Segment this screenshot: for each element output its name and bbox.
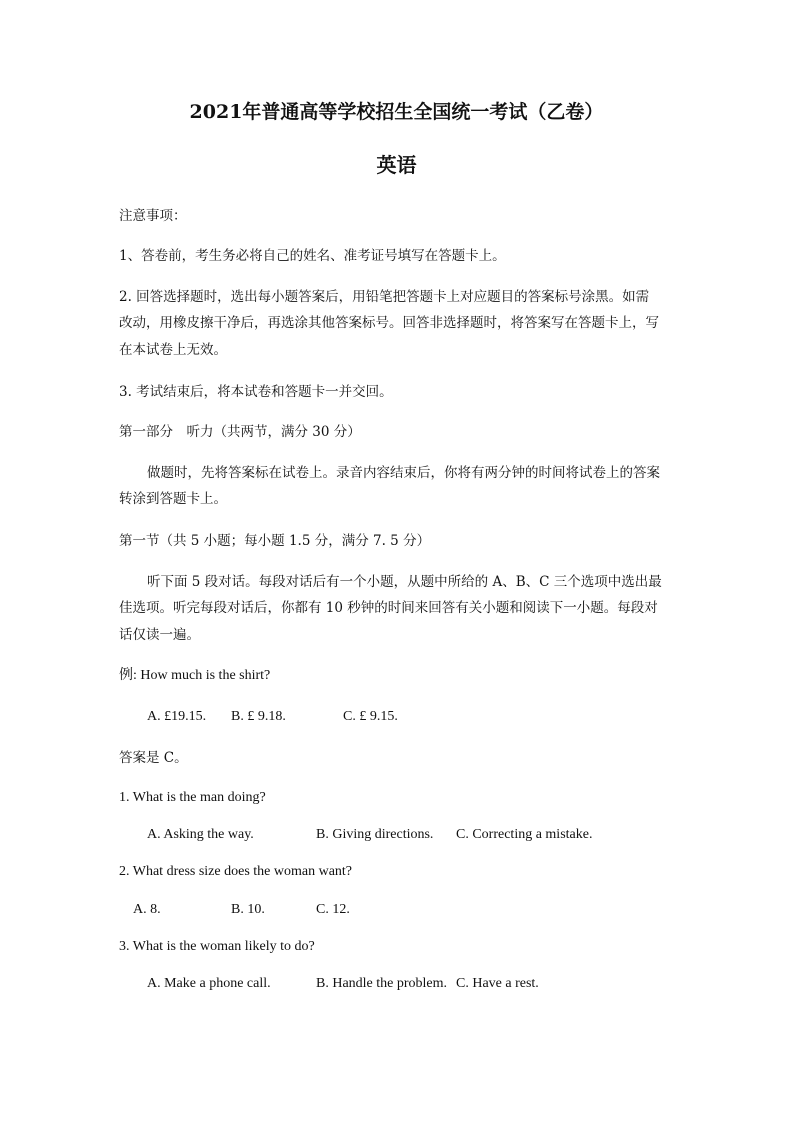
question-3-option-b: B. Handle the problem. <box>316 976 448 991</box>
example-question: 例: How much is the shirt? <box>119 668 271 683</box>
example-option-b: B. £ 9.18. <box>231 709 286 724</box>
notice-item-1: 1、答卷前，考生务必将自己的姓名、准考证号填写在答题卡上。 <box>119 248 506 264</box>
question-2-option-b: B. 10. <box>231 902 265 917</box>
section1-intro-line-1: 听下面 5 段对话。每段对话后有一个小题，从题中所给的 A、B、C 三个选项中选出最 <box>147 574 662 590</box>
exam-title: 2021年普通高等学校招生全国统一考试（乙卷） <box>189 101 604 123</box>
notice-item-2-line-1: 2. 回答选择题时，选出每小题答案后，用铅笔把答题卡上对应题目的答案标号涂黑。如需 <box>119 289 650 305</box>
question-1: 1. What is the man doing? <box>119 790 266 805</box>
subject-title: 英语 <box>376 153 417 177</box>
question-3-option-a: A. Make a phone call. <box>147 976 271 991</box>
section1-intro-line-2: 佳选项。听完每段对话后，你都有 10 秒钟的时间来回答有关小题和阅读下一小题。每段对 <box>119 600 658 616</box>
question-3-option-c: C. Have a rest. <box>456 976 539 991</box>
question-1-option-a: A. Asking the way. <box>147 827 254 842</box>
question-3: 3. What is the woman likely to do? <box>119 939 315 954</box>
notice-item-3: 3. 考试结束后，将本试卷和答题卡一并交回。 <box>119 384 393 400</box>
part1-heading: 第一部分 听力（共两节，满分 30 分） <box>119 424 361 440</box>
example-option-a: A. £19.15. <box>147 709 207 724</box>
notice-heading: 注意事项： <box>119 208 187 224</box>
question-2-option-c: C. 12. <box>316 902 350 917</box>
notice-item-2-line-2: 改动，用橡皮擦干净后，再选涂其他答案标号。回答非选择题时，将答案写在答题卡上，写 <box>119 315 659 331</box>
example-option-c: C. £ 9.15. <box>343 709 398 724</box>
part1-intro-line-2: 转涂到答题卡上。 <box>119 491 227 507</box>
question-1-option-c: C. Correcting a mistake. <box>456 827 593 842</box>
question-1-option-b: B. Giving directions. <box>316 827 434 842</box>
question-2: 2. What dress size does the woman want? <box>119 864 353 879</box>
section1-intro-line-3: 话仅读一遍。 <box>119 627 200 643</box>
section1-heading: 第一节（共 5 小题；每小题 1.5 分，满分 7. 5 分） <box>119 533 431 549</box>
notice-item-2-line-3: 在本试卷上无效。 <box>119 342 227 358</box>
part1-intro-line-1: 做题时，先将答案标在试卷上。录音内容结束后，你将有两分钟的时间将试卷上的答案 <box>147 465 660 481</box>
example-answer: 答案是 C。 <box>119 750 188 766</box>
question-2-option-a: A. 8. <box>133 902 161 917</box>
